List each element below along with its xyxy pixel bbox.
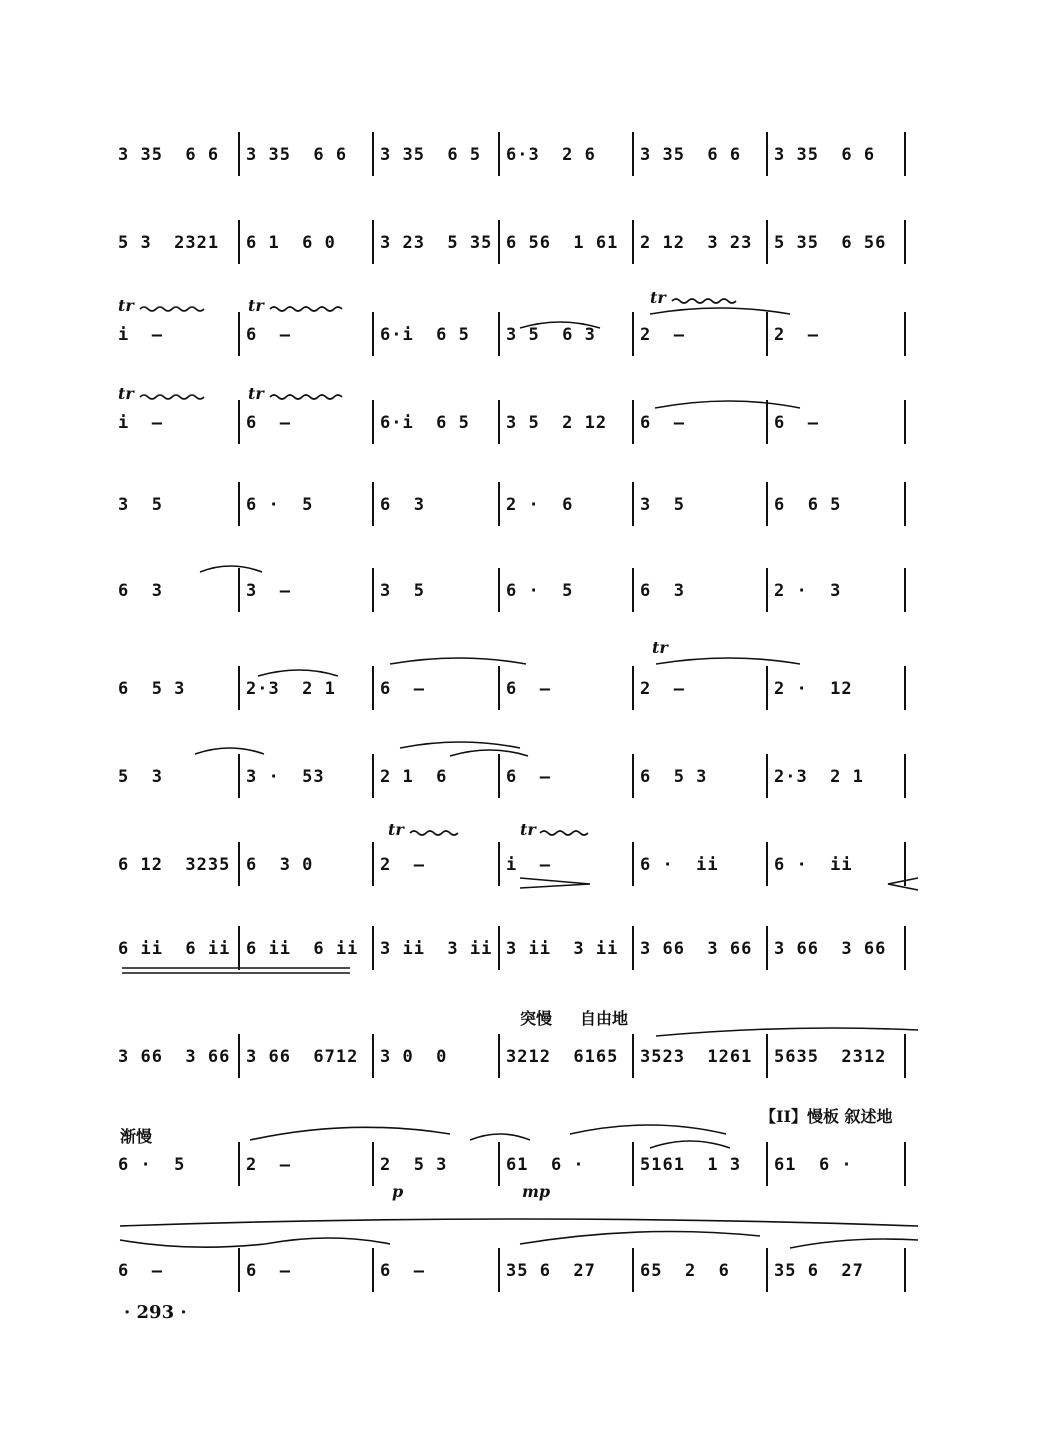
barline	[632, 482, 634, 526]
measure	[380, 388, 494, 458]
barline	[238, 926, 240, 970]
trill-mark: tr	[118, 296, 134, 315]
staff-row	[112, 1236, 922, 1306]
barline	[904, 842, 906, 886]
barline	[632, 1034, 634, 1078]
measure	[506, 1236, 628, 1306]
trill-mark: tr	[248, 384, 264, 403]
barline	[372, 1248, 374, 1292]
barline	[632, 754, 634, 798]
measure-notes: 6·3 2 6	[506, 145, 596, 165]
measure	[774, 556, 900, 626]
barline	[766, 1248, 768, 1292]
measure	[246, 388, 368, 458]
measure-notes: 3523 1261	[640, 1047, 753, 1067]
barline	[632, 400, 634, 444]
measure	[774, 208, 900, 278]
measure-notes: 2 12 3 23	[640, 233, 753, 253]
measure-notes: 3 ii 3 ii	[380, 939, 493, 959]
measure-notes: 3 · 53	[246, 767, 325, 787]
measure	[774, 470, 900, 540]
staff-row	[112, 742, 922, 812]
measure-notes: 6 –	[774, 413, 819, 433]
section-heading: 【II】慢板 叙述地	[760, 1107, 893, 1126]
barline	[372, 754, 374, 798]
measure-notes: 2·3 2 1	[774, 767, 864, 787]
measure	[774, 1130, 900, 1200]
measure-notes: 6 –	[380, 1261, 425, 1281]
barline	[498, 1248, 500, 1292]
measure	[246, 830, 368, 900]
measure	[246, 1022, 368, 1092]
measure	[774, 742, 900, 812]
barline	[498, 842, 500, 886]
barline	[632, 1142, 634, 1186]
measure	[774, 388, 900, 458]
page-number: · 293 ·	[124, 1302, 187, 1323]
dynamic-p: p	[392, 1182, 404, 1201]
measure	[640, 1236, 762, 1306]
barline	[766, 754, 768, 798]
measure	[118, 654, 234, 724]
measure-notes: 6 1 6 0	[246, 233, 336, 253]
measure	[118, 742, 234, 812]
measure-notes: 5 3	[118, 767, 163, 787]
measure-notes: 3 5	[640, 495, 685, 515]
staff-row	[112, 556, 922, 626]
measure-notes: 3 35 6 6	[118, 145, 220, 165]
barline	[498, 1034, 500, 1078]
barline	[632, 842, 634, 886]
measure	[506, 914, 628, 984]
measure-notes: 3 66 3 66	[640, 939, 753, 959]
measure	[118, 470, 234, 540]
measure-notes: 6 –	[246, 1261, 291, 1281]
measure-notes: 61 6 ·	[506, 1155, 585, 1175]
trill-mark: tr	[118, 384, 134, 403]
barline	[238, 1142, 240, 1186]
barline	[238, 312, 240, 356]
trill-mark: tr	[248, 296, 264, 315]
measure	[246, 208, 368, 278]
measure	[506, 556, 628, 626]
measure-notes: 3212 6165	[506, 1047, 619, 1067]
tempo-marking: 突慢	[520, 1009, 553, 1028]
barline	[372, 926, 374, 970]
barline	[238, 400, 240, 444]
measure	[774, 1236, 900, 1306]
measure	[774, 654, 900, 724]
measure	[640, 1130, 762, 1200]
measure-notes: 2 5 3	[380, 1155, 448, 1175]
barline	[372, 1034, 374, 1078]
barline	[904, 1248, 906, 1292]
measure	[640, 556, 762, 626]
staff-row	[112, 208, 922, 278]
barline	[632, 1248, 634, 1292]
measure	[774, 830, 900, 900]
barline	[238, 754, 240, 798]
measure	[246, 120, 368, 190]
measure	[640, 742, 762, 812]
measure	[640, 830, 762, 900]
measure-notes: 3 5 2 12	[506, 413, 608, 433]
measure-notes: 5635 2312	[774, 1047, 887, 1067]
measure-notes: 6 · ii	[640, 855, 719, 875]
barline	[372, 568, 374, 612]
staff-row	[112, 470, 922, 540]
tempo-marking: 渐慢	[120, 1127, 153, 1146]
barline	[904, 482, 906, 526]
measure	[774, 914, 900, 984]
barline	[498, 568, 500, 612]
measure-notes: 3 0 0	[380, 1047, 448, 1067]
measure	[506, 1022, 628, 1092]
trill-mark: tr	[650, 288, 666, 307]
measure-notes: 6·i 6 5	[380, 325, 470, 345]
barline	[632, 926, 634, 970]
measure-notes: 65 2 6	[640, 1261, 730, 1281]
measure-notes: 6 3 0	[246, 855, 314, 875]
barline	[766, 926, 768, 970]
measure-notes: i –	[506, 855, 551, 875]
staff-row	[112, 120, 922, 190]
measure-notes: 6 –	[640, 413, 685, 433]
measure-notes: 6 –	[246, 413, 291, 433]
measure-notes: i –	[118, 413, 163, 433]
measure-notes: 3 23 5 35	[380, 233, 493, 253]
barline	[498, 312, 500, 356]
measure	[380, 556, 494, 626]
measure	[380, 1022, 494, 1092]
measure-notes: 3 5	[380, 581, 425, 601]
measure-notes: 6 3	[380, 495, 425, 515]
measure	[380, 654, 494, 724]
measure	[118, 208, 234, 278]
measure	[380, 208, 494, 278]
measure	[246, 1130, 368, 1200]
staff-row	[112, 388, 922, 458]
barline	[904, 754, 906, 798]
measure-notes: 6 –	[380, 679, 425, 699]
measure-notes: 61 6 ·	[774, 1155, 853, 1175]
barline	[766, 400, 768, 444]
measure-notes: 3 66 6712	[246, 1047, 359, 1067]
barline	[498, 132, 500, 176]
dynamic-mp: mp	[522, 1182, 551, 1201]
barline	[498, 220, 500, 264]
staff-row	[112, 914, 922, 984]
barline	[766, 132, 768, 176]
barline	[904, 220, 906, 264]
measure-notes: 6 3	[640, 581, 685, 601]
barline	[372, 482, 374, 526]
barline	[238, 666, 240, 710]
staff-row	[112, 654, 922, 724]
measure	[246, 470, 368, 540]
measure-notes: 6 6 5	[774, 495, 842, 515]
measure	[380, 300, 494, 370]
measure	[774, 300, 900, 370]
measure-notes: 6 · 5	[506, 581, 574, 601]
measure-notes: 6 –	[246, 325, 291, 345]
barline	[372, 400, 374, 444]
measure	[246, 556, 368, 626]
measure-notes: 3 35 6 6	[640, 145, 742, 165]
barline	[632, 220, 634, 264]
measure-notes: 5 35 6 56	[774, 233, 887, 253]
barline	[372, 312, 374, 356]
measure	[506, 120, 628, 190]
measure	[118, 388, 234, 458]
measure-notes: 2·3 2 1	[246, 679, 336, 699]
barline	[632, 312, 634, 356]
measure	[118, 300, 234, 370]
measure-notes: 2 –	[640, 679, 685, 699]
measure-notes: 6 5 3	[640, 767, 708, 787]
barline	[238, 482, 240, 526]
measure	[506, 654, 628, 724]
measure	[246, 654, 368, 724]
measure-notes: 2 1 6	[380, 767, 448, 787]
measure	[506, 830, 628, 900]
measure-notes: 2 · 12	[774, 679, 853, 699]
measure-notes: 3 5 6 3	[506, 325, 596, 345]
measure	[118, 1236, 234, 1306]
barline	[498, 482, 500, 526]
staff-row	[112, 300, 922, 370]
measure	[380, 470, 494, 540]
barline	[238, 1248, 240, 1292]
barline	[498, 666, 500, 710]
measure-notes: 2 · 3	[774, 581, 842, 601]
measure	[640, 208, 762, 278]
measure	[640, 120, 762, 190]
barline	[904, 568, 906, 612]
measure-notes: 3 35 6 6	[246, 145, 348, 165]
measure	[246, 742, 368, 812]
barline	[766, 220, 768, 264]
barline	[238, 220, 240, 264]
measure-notes: 6 56 1 61	[506, 233, 619, 253]
barline	[372, 842, 374, 886]
barline	[372, 666, 374, 710]
barline	[372, 132, 374, 176]
measure-notes: 2 –	[640, 325, 685, 345]
measure-notes: 6 · 5	[118, 1155, 186, 1175]
measure	[640, 470, 762, 540]
trill-mark: tr	[388, 820, 404, 839]
measure	[246, 300, 368, 370]
measure-notes: 3 35 6 5	[380, 145, 482, 165]
measure-notes: 3 5	[118, 495, 163, 515]
barline	[904, 926, 906, 970]
barline	[498, 926, 500, 970]
measure-notes: 6 –	[506, 767, 551, 787]
barline	[238, 568, 240, 612]
barline	[238, 1034, 240, 1078]
measure	[380, 1236, 494, 1306]
measure	[506, 208, 628, 278]
measure	[118, 120, 234, 190]
measure-notes: 6 5 3	[118, 679, 186, 699]
barline	[632, 132, 634, 176]
measure	[640, 914, 762, 984]
measure	[640, 1022, 762, 1092]
measure	[640, 654, 762, 724]
measure	[506, 470, 628, 540]
measure-notes: 2 –	[246, 1155, 291, 1175]
barline	[904, 1142, 906, 1186]
measure-notes: 3 35 6 6	[774, 145, 876, 165]
measure	[380, 830, 494, 900]
measure-notes: 3 66 3 66	[774, 939, 887, 959]
trill-mark: tr	[652, 638, 668, 657]
measure	[640, 388, 762, 458]
barline	[498, 1142, 500, 1186]
measure-notes: 6 ii 6 ii	[246, 939, 359, 959]
measure	[640, 300, 762, 370]
measure	[246, 914, 368, 984]
barline	[238, 132, 240, 176]
barline	[372, 1142, 374, 1186]
measure-notes: i –	[118, 325, 163, 345]
measure-notes: 2 –	[380, 855, 425, 875]
staff-row	[112, 830, 922, 900]
barline	[632, 568, 634, 612]
barline	[766, 482, 768, 526]
measure-notes: 3 ii 3 ii	[506, 939, 619, 959]
staff-row	[112, 1022, 922, 1092]
measure	[380, 120, 494, 190]
staff-row	[112, 1130, 922, 1200]
measure	[118, 1022, 234, 1092]
measure	[774, 120, 900, 190]
barline	[904, 312, 906, 356]
trill-mark: tr	[520, 820, 536, 839]
measure-notes: 6 –	[118, 1261, 163, 1281]
measure-notes: 35 6 27	[774, 1261, 864, 1281]
measure	[118, 914, 234, 984]
barline	[372, 220, 374, 264]
measure	[506, 300, 628, 370]
measure-notes: 3 66 3 66	[118, 1047, 231, 1067]
measure	[506, 742, 628, 812]
measure-notes: 6 –	[506, 679, 551, 699]
barline	[904, 1034, 906, 1078]
measure	[118, 556, 234, 626]
tempo-marking: 自由地	[580, 1009, 629, 1028]
measure-notes: 2 · 6	[506, 495, 574, 515]
barline	[766, 1034, 768, 1078]
measure-notes: 6 · 5	[246, 495, 314, 515]
measure	[118, 830, 234, 900]
measure-notes: 6 3	[118, 581, 163, 601]
barline	[766, 842, 768, 886]
measure-notes: 6 12 3235	[118, 855, 231, 875]
barline	[238, 842, 240, 886]
measure	[380, 742, 494, 812]
barline	[766, 1142, 768, 1186]
barline	[766, 568, 768, 612]
measure-notes: 35 6 27	[506, 1261, 596, 1281]
measure-notes: 6 ii 6 ii	[118, 939, 231, 959]
measure-notes: 6·i 6 5	[380, 413, 470, 433]
measure	[774, 1022, 900, 1092]
barline	[766, 666, 768, 710]
barline	[904, 132, 906, 176]
barline	[904, 666, 906, 710]
barline	[766, 312, 768, 356]
measure-notes: 2 –	[774, 325, 819, 345]
measure-notes: 6 · ii	[774, 855, 853, 875]
measure-notes: 5 3 2321	[118, 233, 220, 253]
measure	[246, 1236, 368, 1306]
barline	[498, 754, 500, 798]
measure	[506, 388, 628, 458]
measure	[380, 914, 494, 984]
measure-notes: 5161 1 3	[640, 1155, 742, 1175]
barline	[632, 666, 634, 710]
measure-notes: 3 –	[246, 581, 291, 601]
barline	[904, 400, 906, 444]
barline	[498, 400, 500, 444]
